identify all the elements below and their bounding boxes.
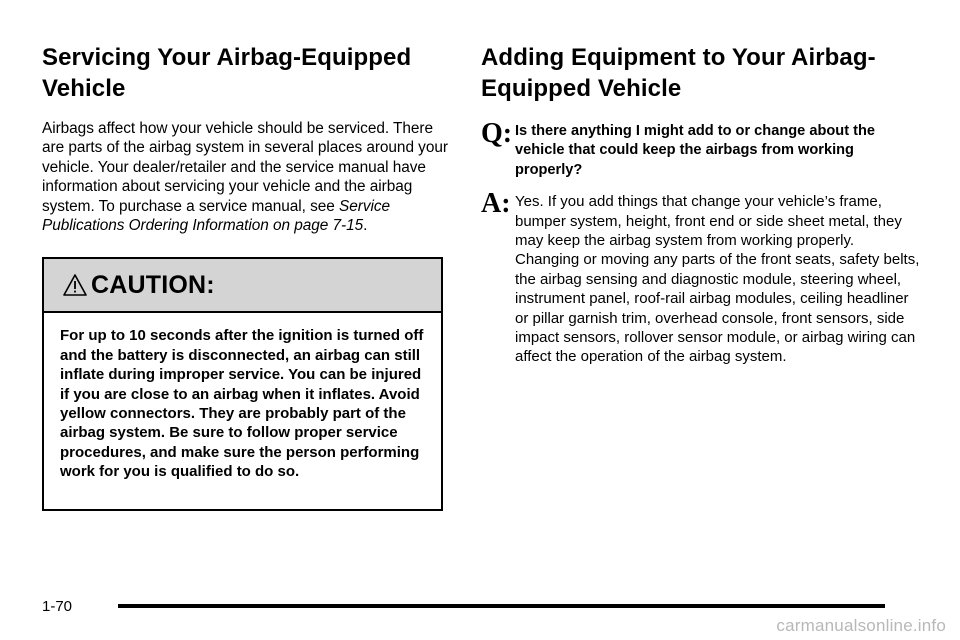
- caution-box: [42, 257, 443, 511]
- answer-marker: A:: [481, 188, 511, 220]
- question-block: [481, 118, 921, 180]
- question-marker: Q:: [481, 118, 513, 149]
- caution-header: [44, 259, 441, 313]
- watermark: carmanualsonline.info: [776, 616, 946, 635]
- section-heading-adding-equipment: Adding Equipment to Your Airbag-Equipped Vehicle: [481, 44, 876, 102]
- servicing-paragraph-text: Airbags affect how your vehicle should be serviced. There are parts of the airbag system in several places around your vehicle. Your dealer/retailer and the service manual have information about servicing your vehicle and the airbag system. To purchase a service manual, see: [42, 120, 448, 215]
- right-column: [481, 42, 921, 367]
- page-number: 1-70: [42, 598, 73, 615]
- servicing-paragraph: [42, 119, 448, 235]
- servicing-paragraph-end: .: [363, 217, 368, 235]
- left-column: [42, 42, 448, 511]
- footer-rule: [118, 604, 885, 608]
- caution-title: CAUTION:: [91, 270, 215, 299]
- question-text: Is there anything I might add to or change about the vehicle that could keep the airbags from working properly?: [515, 123, 875, 178]
- answer-text: Yes. If you add things that change your vehicle’s frame, bumper system, height, front end or side sheet metal, they may keep the airbag system from working properly. Changing or moving any parts of the front seats, safety belts, the airbag sensing and diagnostic module, steering wheel, instrument panel, roof-rail airbag modules, ceiling headliner or pillar garnish trim, overhead console, front sensors, side impact sensors, rollover sensor module, or airbag wiring can affect the operation of the airbag system.: [515, 193, 920, 366]
- service-publications-link[interactable]: Service Publications Ordering Information on page 7-15: [42, 197, 391, 235]
- warning-triangle-icon: [62, 273, 88, 297]
- caution-body-text: For up to 10 seconds after the ignition is turned off and the battery is disconnected, an airbag can still inflate during improper service. You can be injured if you are close to an airbag when it inflates. Avoid yellow connectors. They are probably part of the airbag system. Be sure to follow proper service procedures, and make sure the person performing work for you is qualified to do so.: [60, 327, 424, 481]
- section-heading-servicing: Servicing Your Airbag-Equipped Vehicle: [42, 44, 412, 102]
- answer-block: [481, 188, 921, 367]
